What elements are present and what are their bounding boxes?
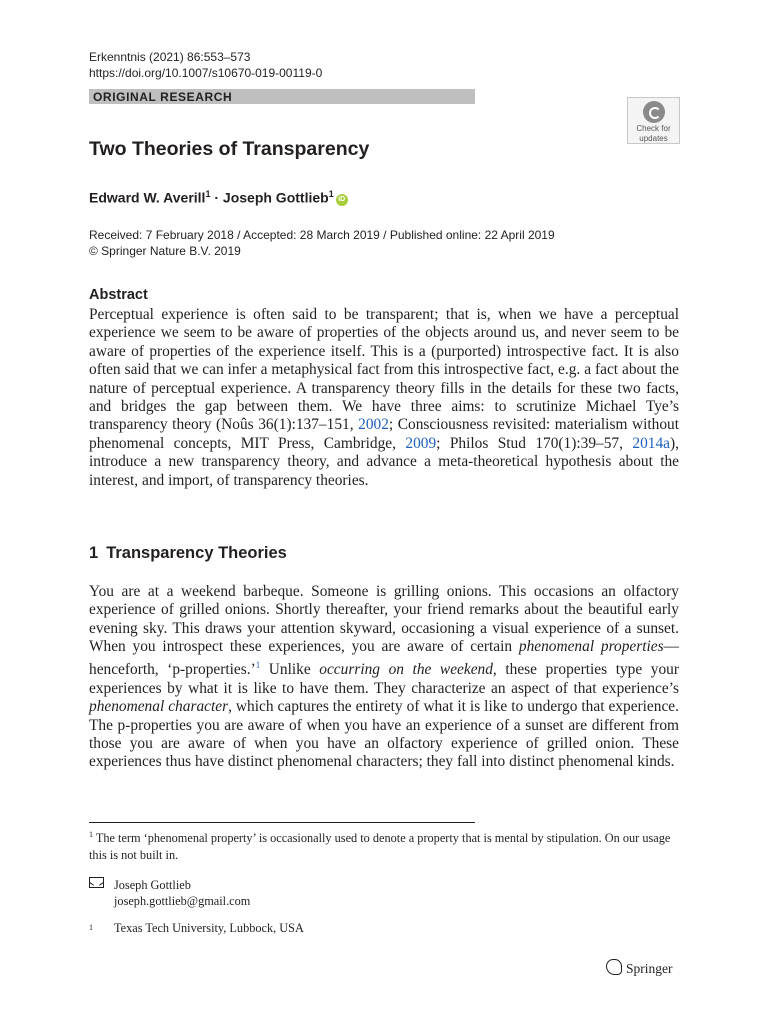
emphasis: phenomenal properties: [518, 638, 664, 656]
section-number: 1: [89, 544, 99, 562]
footnote-text: The term ‘phenomenal property’ is occasionally used to denote a property that is mental by stipulation. On our usage this is not built in.: [89, 831, 671, 862]
journal-line: Erkenntnis (2021) 86:553–573: [89, 50, 251, 64]
paragraph-segment: , which captures the entirety of what it is like to undergo that experience. The p-properties you are aware of when you have an experience of a sunset are different from those you are aware of when you have an olfactory experience of grilled onion. These experiences thus have distinct phenomenal characters; they fall into distinct phenomenal kinds.: [89, 698, 679, 771]
check-badge-line1: Check for: [636, 124, 671, 133]
article-title: Two Theories of Transparency: [89, 138, 370, 160]
affiliation-number: 1: [89, 923, 93, 932]
affiliation: [89, 920, 304, 939]
author-list: [89, 184, 348, 208]
citation-link[interactable]: 2009: [405, 434, 437, 452]
footnote-reference[interactable]: 1: [255, 660, 261, 671]
check-for-updates-badge[interactable]: [627, 97, 680, 144]
abstract-segment: Perceptual experience is often said to be transparent; that is, when we have a perceptual experience we seem to be aware of properties of the objects around us, and never seem to be aware of properties of the experience itself. This is a (purported) introspective fact. It is also often said that we can infer a metaphysical fact from this introspective fact, e.g. a fact about the nature of perceptual experience. A transparency theory fills in the details for these two facts, and bridges the gap between them. We have three aims: to scrutinize Michael Tye’s transparency theory (Noûs 36(1):137–151,: [89, 306, 679, 434]
section-heading: [89, 544, 287, 563]
emphasis: occurring on the weekend,: [319, 661, 497, 679]
emphasis: phenomenal character: [89, 698, 229, 716]
springer-horse-icon: [606, 959, 622, 975]
envelope-icon: [89, 877, 104, 888]
publisher-name: Springer: [626, 961, 673, 976]
copyright-line: © Springer Nature B.V. 2019: [89, 244, 241, 258]
affiliation-mark: 1: [205, 189, 211, 199]
affiliation-text: Texas Tech University, Lubbock, USA: [114, 921, 304, 935]
author-separator: ·: [210, 189, 223, 206]
email-link[interactable]: joseph.gottlieb@gmail.com: [114, 894, 251, 908]
footnote-rule: [89, 822, 475, 823]
abstract-segment: ; Philos Stud 170(1):39–57,: [436, 434, 633, 452]
section-title: Transparency Theories: [106, 544, 287, 562]
journal-citation: [89, 49, 322, 81]
correspondence-details: [114, 877, 250, 909]
footnote: [89, 827, 681, 863]
publication-dates: [89, 227, 555, 259]
footnote-mark: 1: [89, 830, 93, 839]
check-badge-line2: updates: [639, 134, 668, 143]
doi-link[interactable]: https://doi.org/10.1007/s10670-019-00119-0: [89, 66, 323, 80]
abstract-text: [89, 306, 679, 490]
section-band: [89, 89, 475, 104]
abstract-segment: ), introduce a new transparency theory, and advance a meta-theoretical hypothesis about the interest, and import, of transparency theories.: [89, 434, 679, 489]
publisher-logo: [606, 959, 673, 978]
author-name[interactable]: Edward W. Averill: [89, 189, 206, 206]
abstract-heading: Abstract: [89, 287, 148, 303]
paragraph-segment: —henceforth, ‘p-properties.’: [89, 638, 679, 679]
affiliation-mark: 1: [328, 189, 334, 199]
crossmark-icon: [643, 101, 665, 123]
paragraph-segment: these properties type your experiences by what it is like to have them. They characterize an aspect of that experience’s: [89, 661, 679, 697]
body-paragraph: [89, 583, 679, 772]
orcid-icon[interactable]: iD: [336, 194, 348, 206]
abstract-segment: ; Consciousness revisited: materialism without phenomenal concepts, MIT Press, Cambridge,: [89, 416, 680, 452]
paragraph-segment: You are at a weekend barbeque. Someone is grilling onions. This occasions an olfactory experience of grilled onions. Shortly thereafter, your friend remarks about the beautiful early evening sky. This draws your attention skyward, occasioning a visual experience of a sunset. When you introspect these experiences, you are aware of certain: [89, 583, 679, 656]
corresponding-author: Joseph Gottlieb: [114, 878, 191, 892]
section-label: ORIGINAL RESEARCH: [93, 90, 233, 104]
author-name[interactable]: Joseph Gottlieb: [222, 189, 329, 206]
paragraph-segment: Unlike: [260, 661, 320, 679]
history-dates: Received: 7 February 2018 / Accepted: 28 March 2019 / Published online: 22 April 2019: [89, 228, 555, 242]
citation-link[interactable]: 2014a: [632, 434, 670, 452]
citation-link[interactable]: 2002: [358, 416, 389, 434]
correspondence-block: [89, 877, 251, 908]
